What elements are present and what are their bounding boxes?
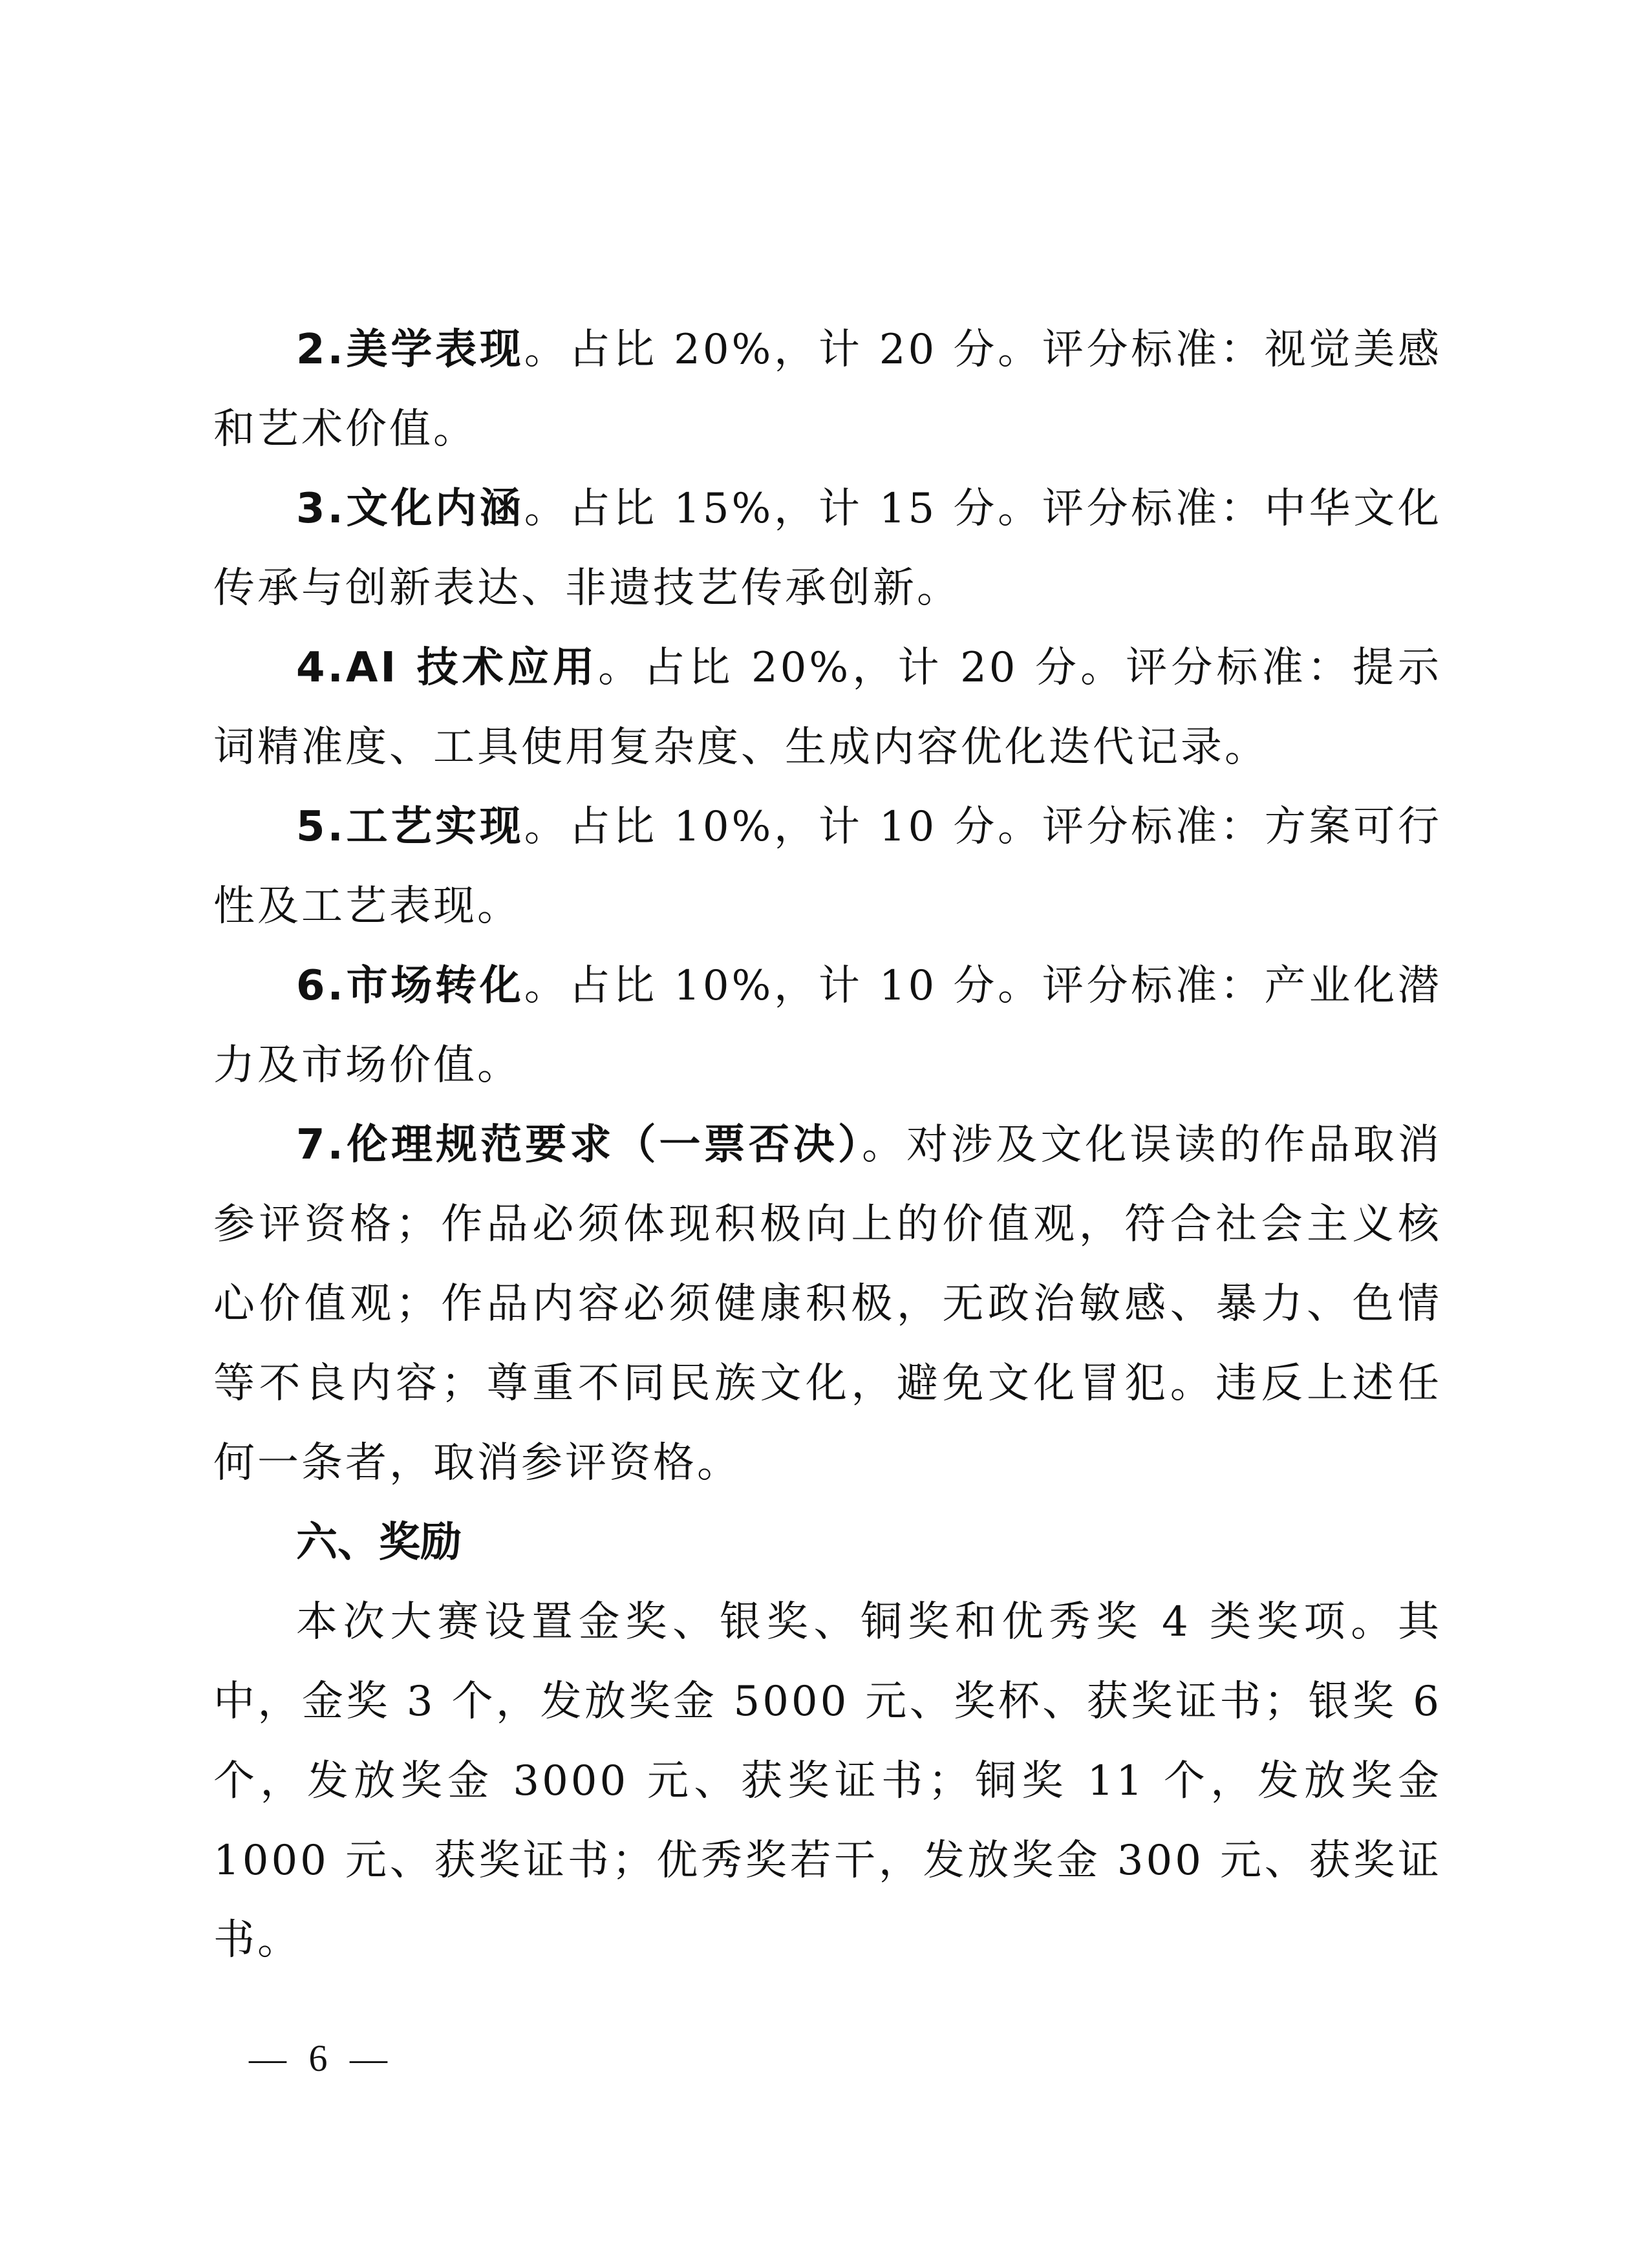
criterion-culture: 3.文化内涵。占比 15%，计 15 分。评分标准：中华文化传承与创新表达、非遗技艺传承创新。: [213, 485, 1442, 612]
page-number: — 6 —: [249, 2037, 394, 2079]
section-heading-awards: 六、奖励: [296, 1519, 462, 1567]
criterion-craft: 5.工艺实现。占比 10%，计 10 分。评分标准：方案可行性及工艺表现。: [213, 803, 1442, 930]
document-body: [213, 310, 1442, 1980]
criterion-ethics: 7.伦理规范要求（一票否决）。对涉及文化误读的作品取消参评资格；作品必须体现积极向上的价值观，符合社会主义核心价值观；作品内容必须健康积极，无政治敏感、暴力、色情等不良内容；尊重不同民族文化，避免文化冒犯。违反上述任何一条者，取消参评资格。: [213, 1121, 1442, 1487]
awards-paragraph: 本次大赛设置金奖、银奖、铜奖和优秀奖 4 类奖项。其中，金奖 3 个，发放奖金 5000 元、奖杯、获奖证书；银奖 6 个，发放奖金 3000 元、获奖证书；铜奖 11 个，发放奖金 1000 元、获奖证书；优秀奖若干，发放奖金 300 元、获奖证书。: [213, 1598, 1442, 1964]
criterion-aesthetics: 2.美学表现。占比 20%，计 20 分。评分标准：视觉美感和艺术价值。: [213, 326, 1442, 453]
criterion-market: 6.市场转化。占比 10%，计 10 分。评分标准：产业化潜力及市场价值。: [213, 962, 1442, 1089]
criterion-ai-tech: 4.AI 技术应用。占比 20%，计 20 分。评分标准：提示词精准度、工具使用复杂度、生成内容优化迭代记录。: [213, 644, 1442, 771]
